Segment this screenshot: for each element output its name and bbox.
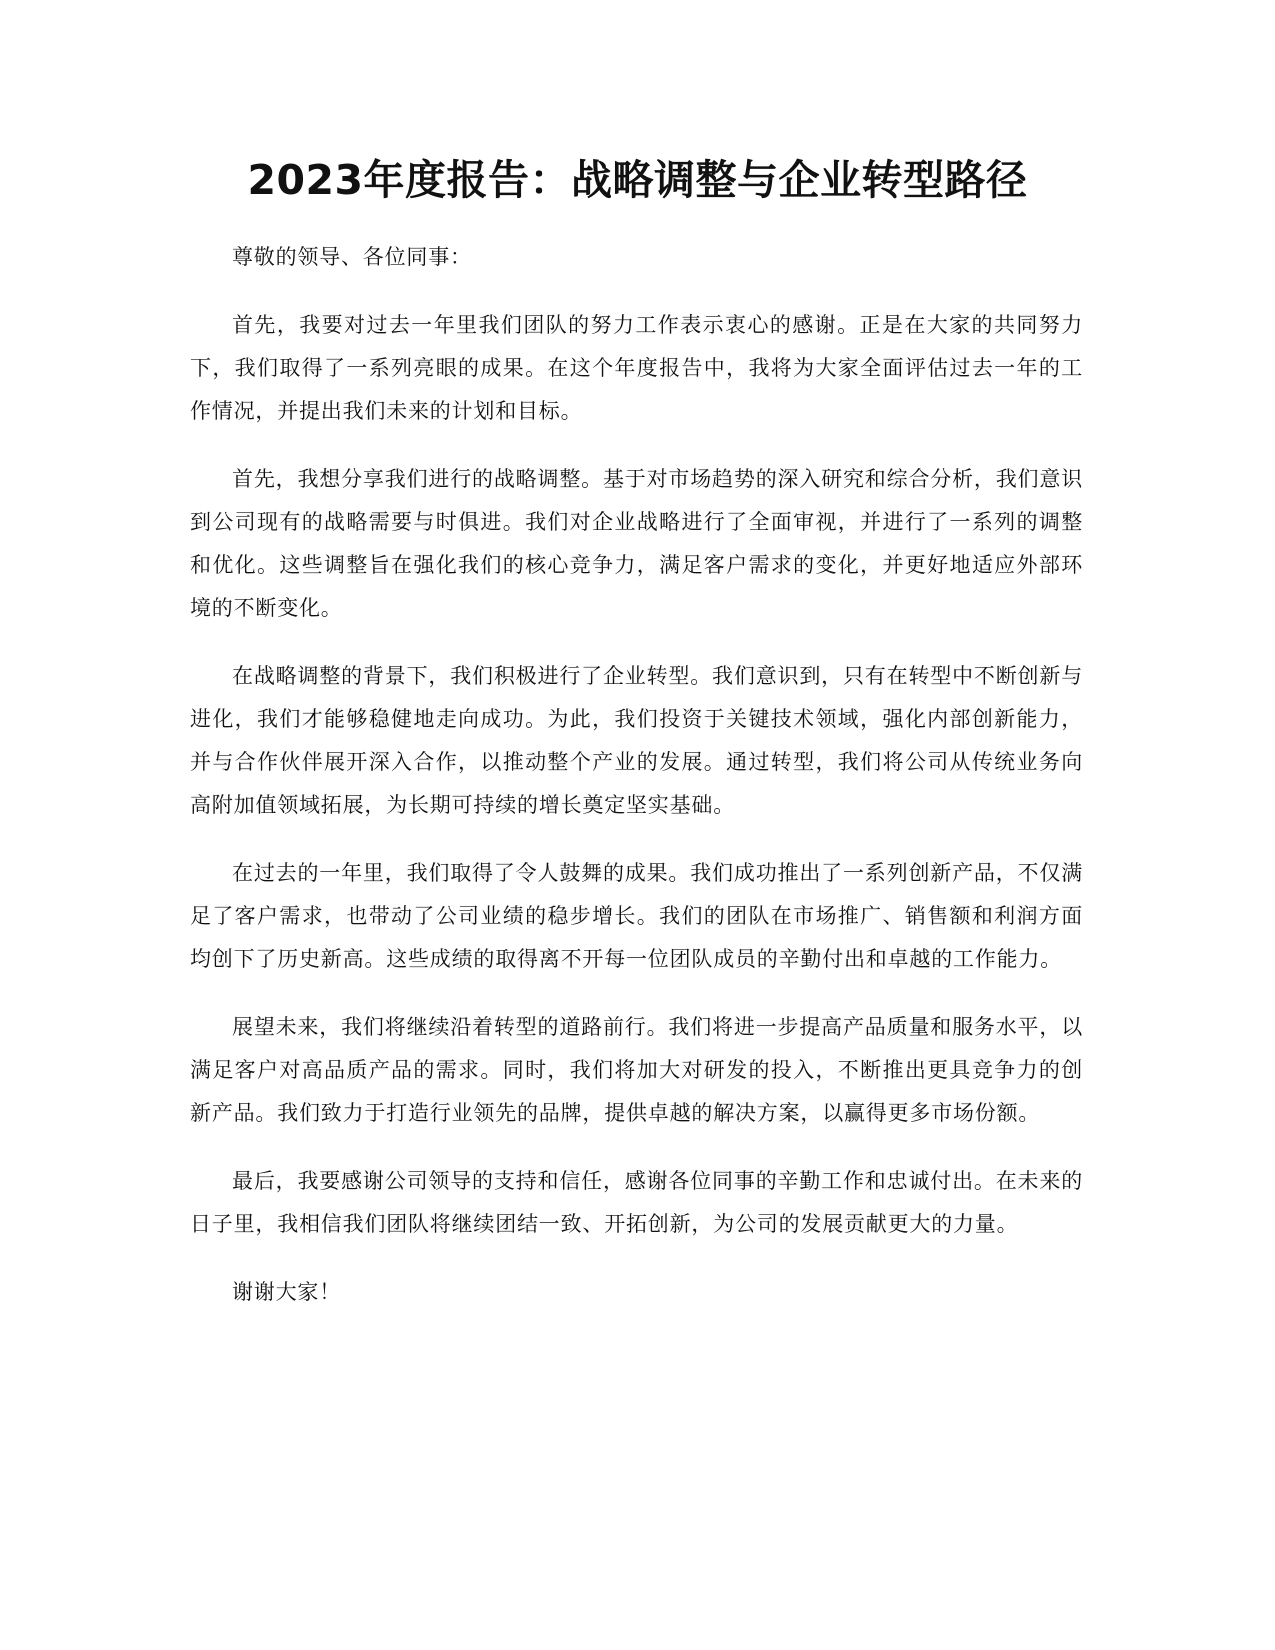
paragraph-closing: 最后，我要感谢公司领导的支持和信任，感谢各位同事的辛勤工作和忠诚付出。在未来的日子里，我相信我们团队将继续团结一致、开拓创新，为公司的发展贡献更大的力量。 [190, 1169, 1083, 1236]
paragraph-transformation: 在战略调整的背景下，我们积极进行了企业转型。我们意识到，只有在转型中不断创新与进化，我们才能够稳健地走向成功。为此，我们投资于关键技术领域，强化内部创新能力，并与合作伙伴展开深入合作，以推动整个产业的发展。通过转型，我们将公司从传统业务向高附加值领域拓展，为长期可持续的增长奠定坚实基础。 [190, 664, 1083, 817]
sign-off: 谢谢大家！ [232, 1280, 341, 1304]
paragraph-achievements: 在过去的一年里，我们取得了令人鼓舞的成果。我们成功推出了一系列创新产品，不仅满足了客户需求，也带动了公司业绩的稳步增长。我们的团队在市场推广、销售额和利润方面均创下了历史新高。这些成绩的取得离不开每一位团队成员的辛勤付出和卓越的工作能力。 [190, 861, 1083, 971]
paragraph-outlook: 展望未来，我们将继续沿着转型的道路前行。我们将进一步提高产品质量和服务水平，以满足客户对高品质产品的需求。同时，我们将加大对研发的投入，不断推出更具竞争力的创新产品。我们致力于打造行业领先的品牌，提供卓越的解决方案，以赢得更多市场份额。 [190, 1015, 1083, 1125]
document-title: 2023年度报告：战略调整与企业转型路径 [247, 156, 1028, 204]
paragraph-strategy: 首先，我想分享我们进行的战略调整。基于对市场趋势的深入研究和综合分析，我们意识到公司现有的战略需要与时俱进。我们对企业战略进行了全面审视，并进行了一系列的调整和优化。这些调整旨在强化我们的核心竞争力，满足客户需求的变化，并更好地适应外部环境的不断变化。 [190, 467, 1083, 620]
document-body [190, 236, 1083, 1339]
salutation: 尊敬的领导、各位同事： [232, 245, 472, 269]
paragraph-thanks: 首先，我要对过去一年里我们团队的努力工作表示衷心的感谢。正是在大家的共同努力下，我们取得了一系列亮眼的成果。在这个年度报告中，我将为大家全面评估过去一年的工作情况，并提出我们未来的计划和目标。 [190, 313, 1083, 423]
